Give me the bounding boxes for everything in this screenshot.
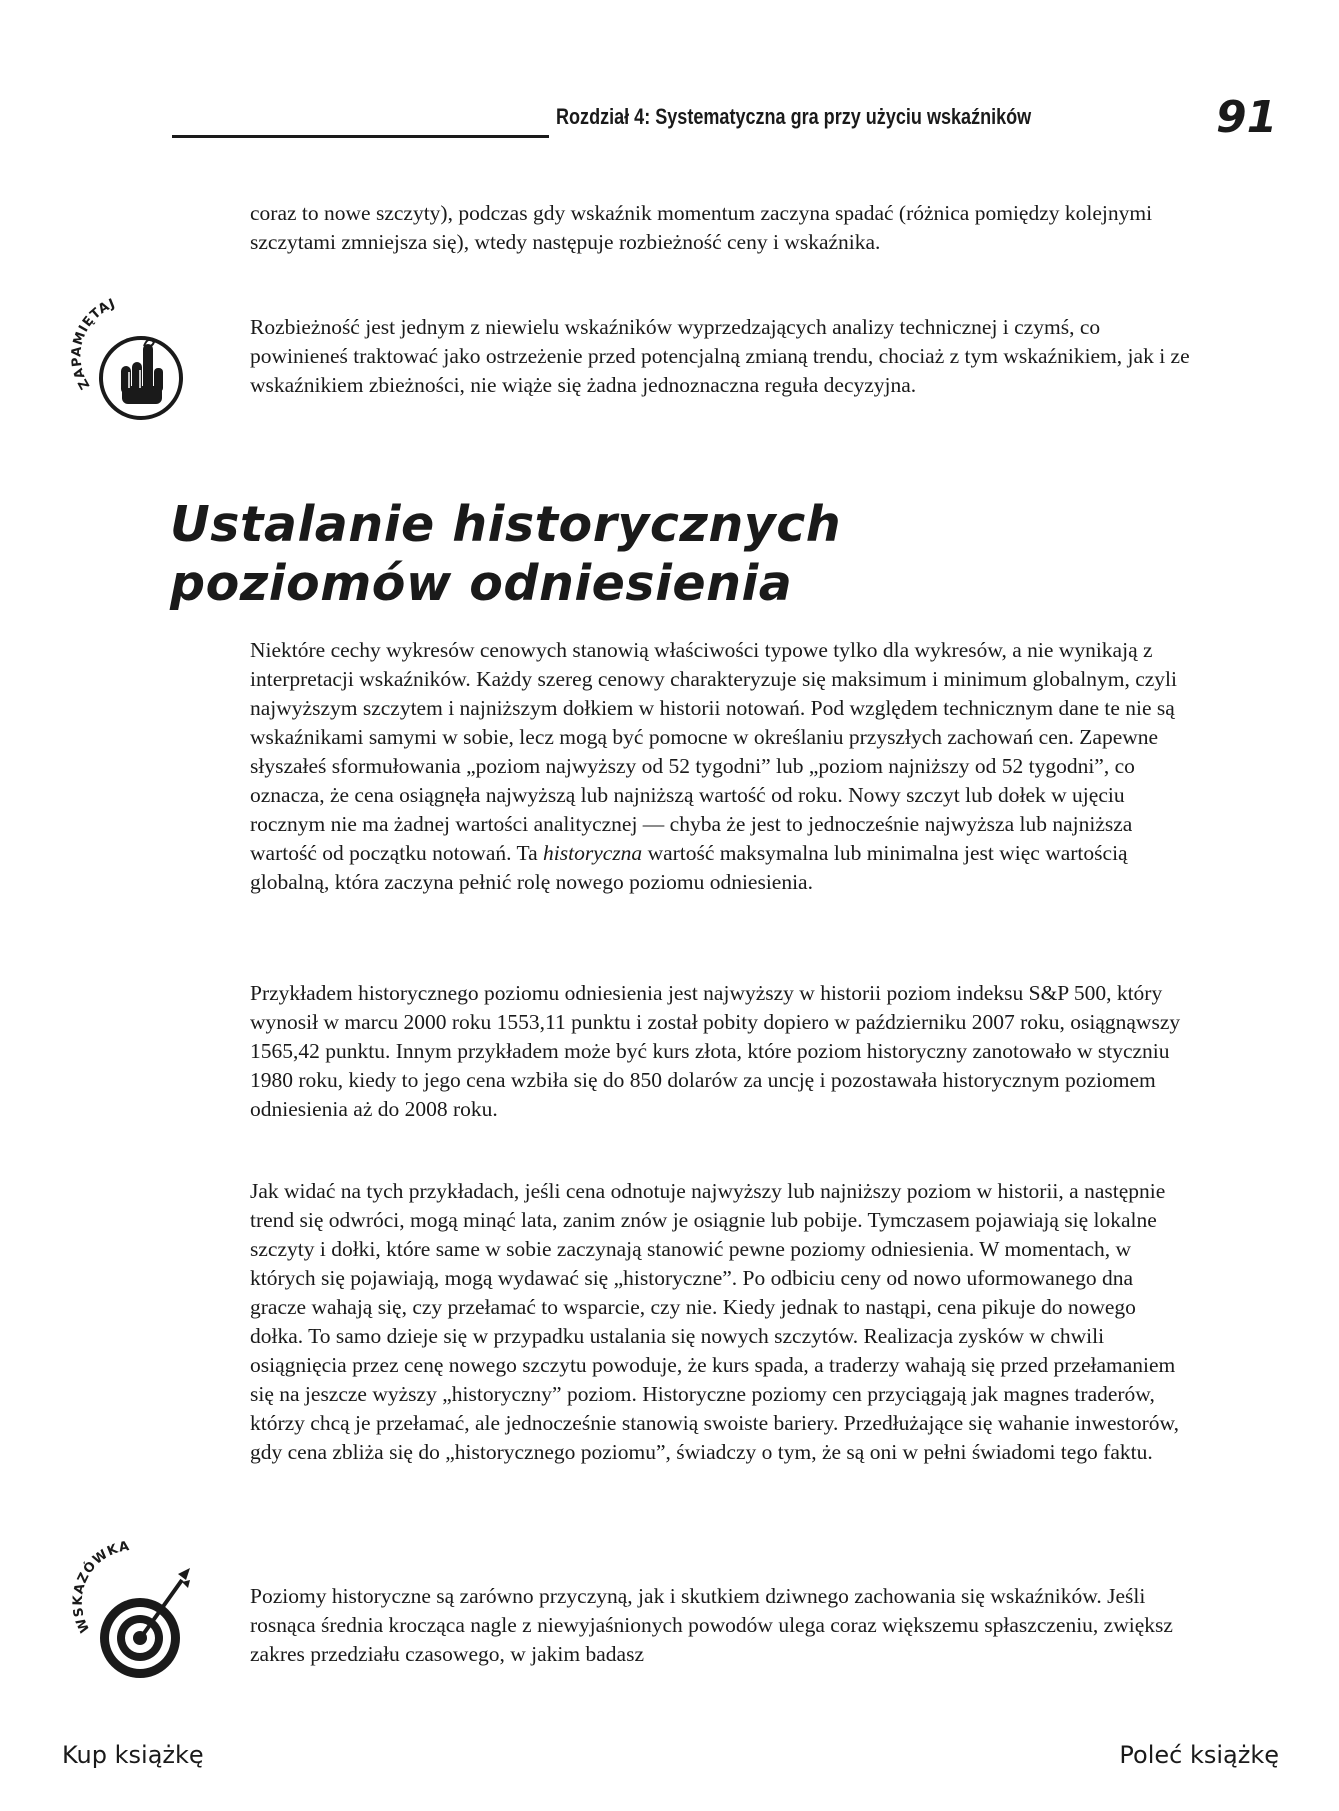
section-body bbox=[250, 1177, 1194, 1467]
section-heading-line: poziomów odniesienia bbox=[170, 555, 793, 612]
tip-icon-label: WSKAZÓWKA bbox=[70, 1540, 132, 1635]
body-paragraph: Przykładem historycznego poziomu odniesienia jest najwyższy w historii poziom indeksu S&P 500, który wynosił w marcu 2000 roku 1553,11 punktu i został pobity dopiero w październiku 2007 roku, osiągnąwszy 1565,42 punktu. Innym przykładem może być kurs złota, które poziom historyczny zanotowało w styczniu 1980 roku, kiedy to jego cena wzbiła się do 850 dolarów za uncję i pozostawała historycznym poziomem odniesienia aż do 2008 roku. bbox=[250, 981, 1181, 1121]
chapter-title: Rozdział 4: Systematyczna gra przy użyciu wskaźników bbox=[556, 104, 1032, 129]
section-heading bbox=[170, 495, 1070, 613]
paragraph-text: Niektóre cechy wykresów cenowych stanowią właściwości typowe tylko dla wykresów, a nie wynikają z interpretacji wskaźników. Każdy szereg cenowy charakteryzuje się maksimum i minimum globalnym, czyli najwyższym szczytem i najniższym dołkiem w historii notowań. Pod względem technicznym dane te nie są wskaźnikami samymi w sobie, lecz mogą być pomocne w określaniu przyszłych zachowań cen. Zapewne słyszałeś sformułowania „poziom najwyższy od 52 tygodni” lub „poziom najniższy od 52 tygodni”, co oznacza, że cena osiągnęła najwyższą lub najniższą wartość od roku. Nowy szczyt lub dołek w ujęciu rocznym nie ma żadnej wartości analitycznej — chyba że jest to jednocześnie najwyższa lub najniższa wartość od początku notowań. Ta bbox=[250, 638, 1177, 865]
body-paragraph: Poziomy historyczne są zarówno przyczyną, jak i skutkiem dziwnego zachowania się wskaźników. Jeśli rosnąca średnia krocząca nagle z niewyjaśnionych powodów ulega coraz większemu spłaszczeniu, zwiększ zakres przedziału czasowego, w jakim badasz bbox=[250, 1584, 1173, 1666]
section-body bbox=[250, 979, 1194, 1124]
remember-hand-icon bbox=[58, 286, 208, 436]
paragraph-text: wartość maksymalna lub minimalna jest więc wartością globalną, która zaczyna pełnić rolę nowego poziomu odniesienia. bbox=[250, 841, 1128, 894]
running-header bbox=[172, 92, 1278, 144]
tip-target-icon bbox=[60, 1540, 210, 1690]
section-heading-line: Ustalanie historycznych bbox=[170, 496, 842, 553]
tip-paragraph-block bbox=[250, 1582, 1194, 1669]
header-rule bbox=[172, 135, 549, 138]
recommend-book-link[interactable]: Poleć książkę bbox=[1119, 1741, 1279, 1769]
continuation-paragraph-block bbox=[250, 199, 1194, 257]
italic-term: historyczna bbox=[543, 841, 643, 865]
body-paragraph bbox=[250, 636, 1194, 897]
buy-book-link[interactable]: Kup książkę bbox=[62, 1741, 204, 1769]
body-paragraph: Rozbieżność jest jednym z niewielu wskaźników wyprzedzających analizy technicznej i czymś, co powinieneś traktować jako ostrzeżenie przed potencjalną zmianą trendu, chociaż z tym wskaźnikiem, jak i ze wskaźnikiem zbieżności, nie wiąże się żadna jednoznaczna reguła decyzyjna. bbox=[250, 315, 1190, 397]
body-paragraph: Jak widać na tych przykładach, jeśli cena odnotuje najwyższy lub najniższy poziom w historii, a następnie trend się odwróci, mogą minąć lata, zanim znów je osiągnie lub pobije. Tymczasem pojawiają się lokalne szczyty i dołki, które same w sobie zaczynają stanowić pewne poziomy odniesienia. W momentach, w których się pojawiają, mogą wydawać się „historyczne”. Po odbiciu ceny od nowo uformowanego dna gracze wahają się, czy przełamać to wsparcie, czy nie. Kiedy jednak to nastąpi, cena pikuje do nowego dołka. To samo dzieje się w przypadku ustalania się nowych szczytów. Realizacja zysków w chwili osiągnięcia przez cenę nowego szczytu powoduje, że kurs spada, a traderzy wahają się przed przełamaniem się na jeszcze wyższy „historyczny” poziom. Historyczne poziomy cen przyciągają jak magnes traderów, którzy chcą je przełamać, ale jednocześnie stanowią swoiste bariery. Przedłużające się wahanie inwestorów, gdy cena zbliża się do „historycznego poziomu”, świadczy o tym, że są oni w pełni świadomi tego faktu. bbox=[250, 1179, 1180, 1464]
body-paragraph: coraz to nowe szczyty), podczas gdy wskaźnik momentum zaczyna spadać (różnica pomiędzy kolejnymi szczytami zmniejsza się), wtedy następuje rozbieżność ceny i wskaźnika. bbox=[250, 201, 1153, 254]
page-number: 91 bbox=[1216, 92, 1278, 143]
section-body bbox=[250, 636, 1194, 897]
remember-icon-label: ZAPAMIĘTAJ bbox=[69, 295, 118, 392]
remember-paragraph-block bbox=[250, 313, 1194, 400]
